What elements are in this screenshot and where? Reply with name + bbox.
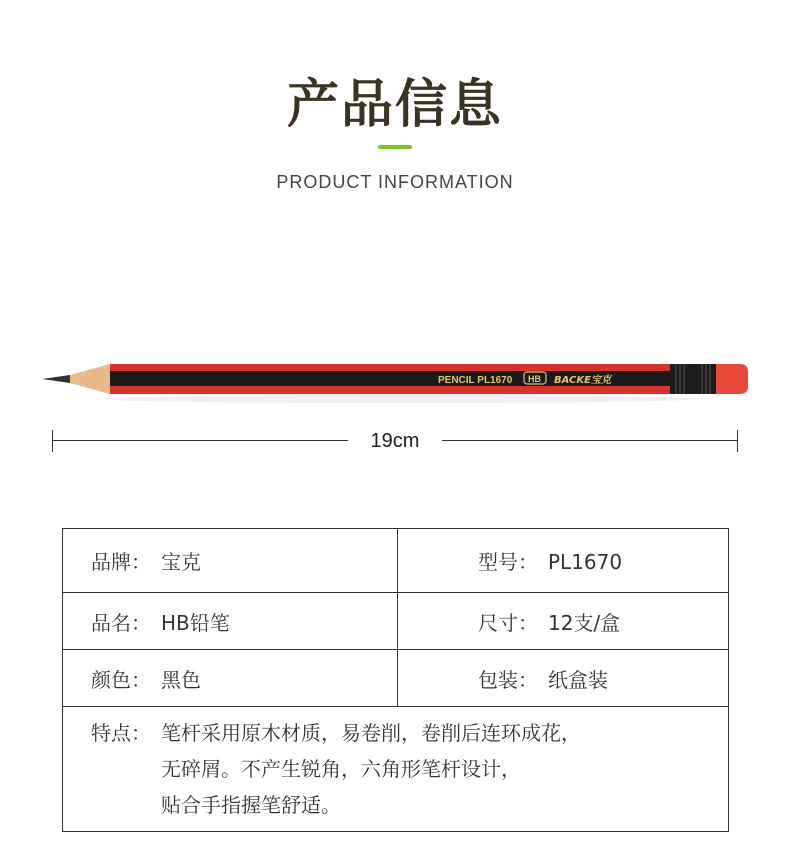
page-title: 产品信息 [286, 75, 503, 135]
pencil-lead [42, 375, 70, 383]
spec-key: 包装： [478, 667, 538, 692]
spec-value: 纸盒装 [548, 667, 608, 692]
spec-color [63, 650, 398, 707]
feature-line: 笔杆采用原木材质，易卷削，卷削后连环成花， [161, 721, 581, 745]
feature-line: 贴合手指握笔舒适。 [161, 793, 341, 817]
title-accent-bar [378, 145, 412, 149]
spec-key: 型号： [478, 550, 538, 574]
spec-value: 12支/盒 [548, 610, 621, 635]
pencil-grade-badge: HB [528, 374, 541, 384]
spec-value: HB铅笔 [161, 610, 230, 635]
table-row [63, 529, 729, 593]
length-dimension [52, 428, 738, 454]
spec-key: 品牌： [91, 550, 151, 574]
page-subtitle: PRODUCT INFORMATION [276, 172, 514, 192]
pencil-image [40, 355, 750, 405]
spec-key: 特点： [91, 721, 151, 745]
feature-line: 无碎屑。不产生锐角，六角形笔杆设计， [161, 757, 521, 781]
spec-value: 黑色 [161, 667, 201, 692]
spec-package [398, 650, 729, 707]
table-row [63, 650, 729, 707]
table-row [63, 593, 729, 650]
spec-brand [63, 529, 398, 593]
table-row [63, 707, 729, 832]
pencil-eraser [716, 364, 748, 394]
length-label: 19cm [370, 430, 420, 452]
pencil-brand-imprint: BACKE宝克 [554, 375, 611, 386]
spec-name [63, 593, 398, 650]
spec-key: 颜色： [91, 667, 151, 692]
spec-value: 宝克 [161, 550, 201, 574]
spec-value: PL1670 [548, 550, 623, 574]
pencil-ferrule [670, 364, 716, 394]
pencil-shadow [100, 395, 700, 403]
pencil-wood-tip [70, 364, 110, 394]
spec-key: 尺寸： [478, 610, 538, 635]
spec-size [398, 593, 729, 650]
spec-key: 品名： [91, 610, 151, 635]
spec-model [398, 529, 729, 593]
pencil-imprint: PENCIL PL1670 [438, 375, 513, 386]
spec-features [63, 707, 729, 832]
spec-table [62, 528, 729, 832]
